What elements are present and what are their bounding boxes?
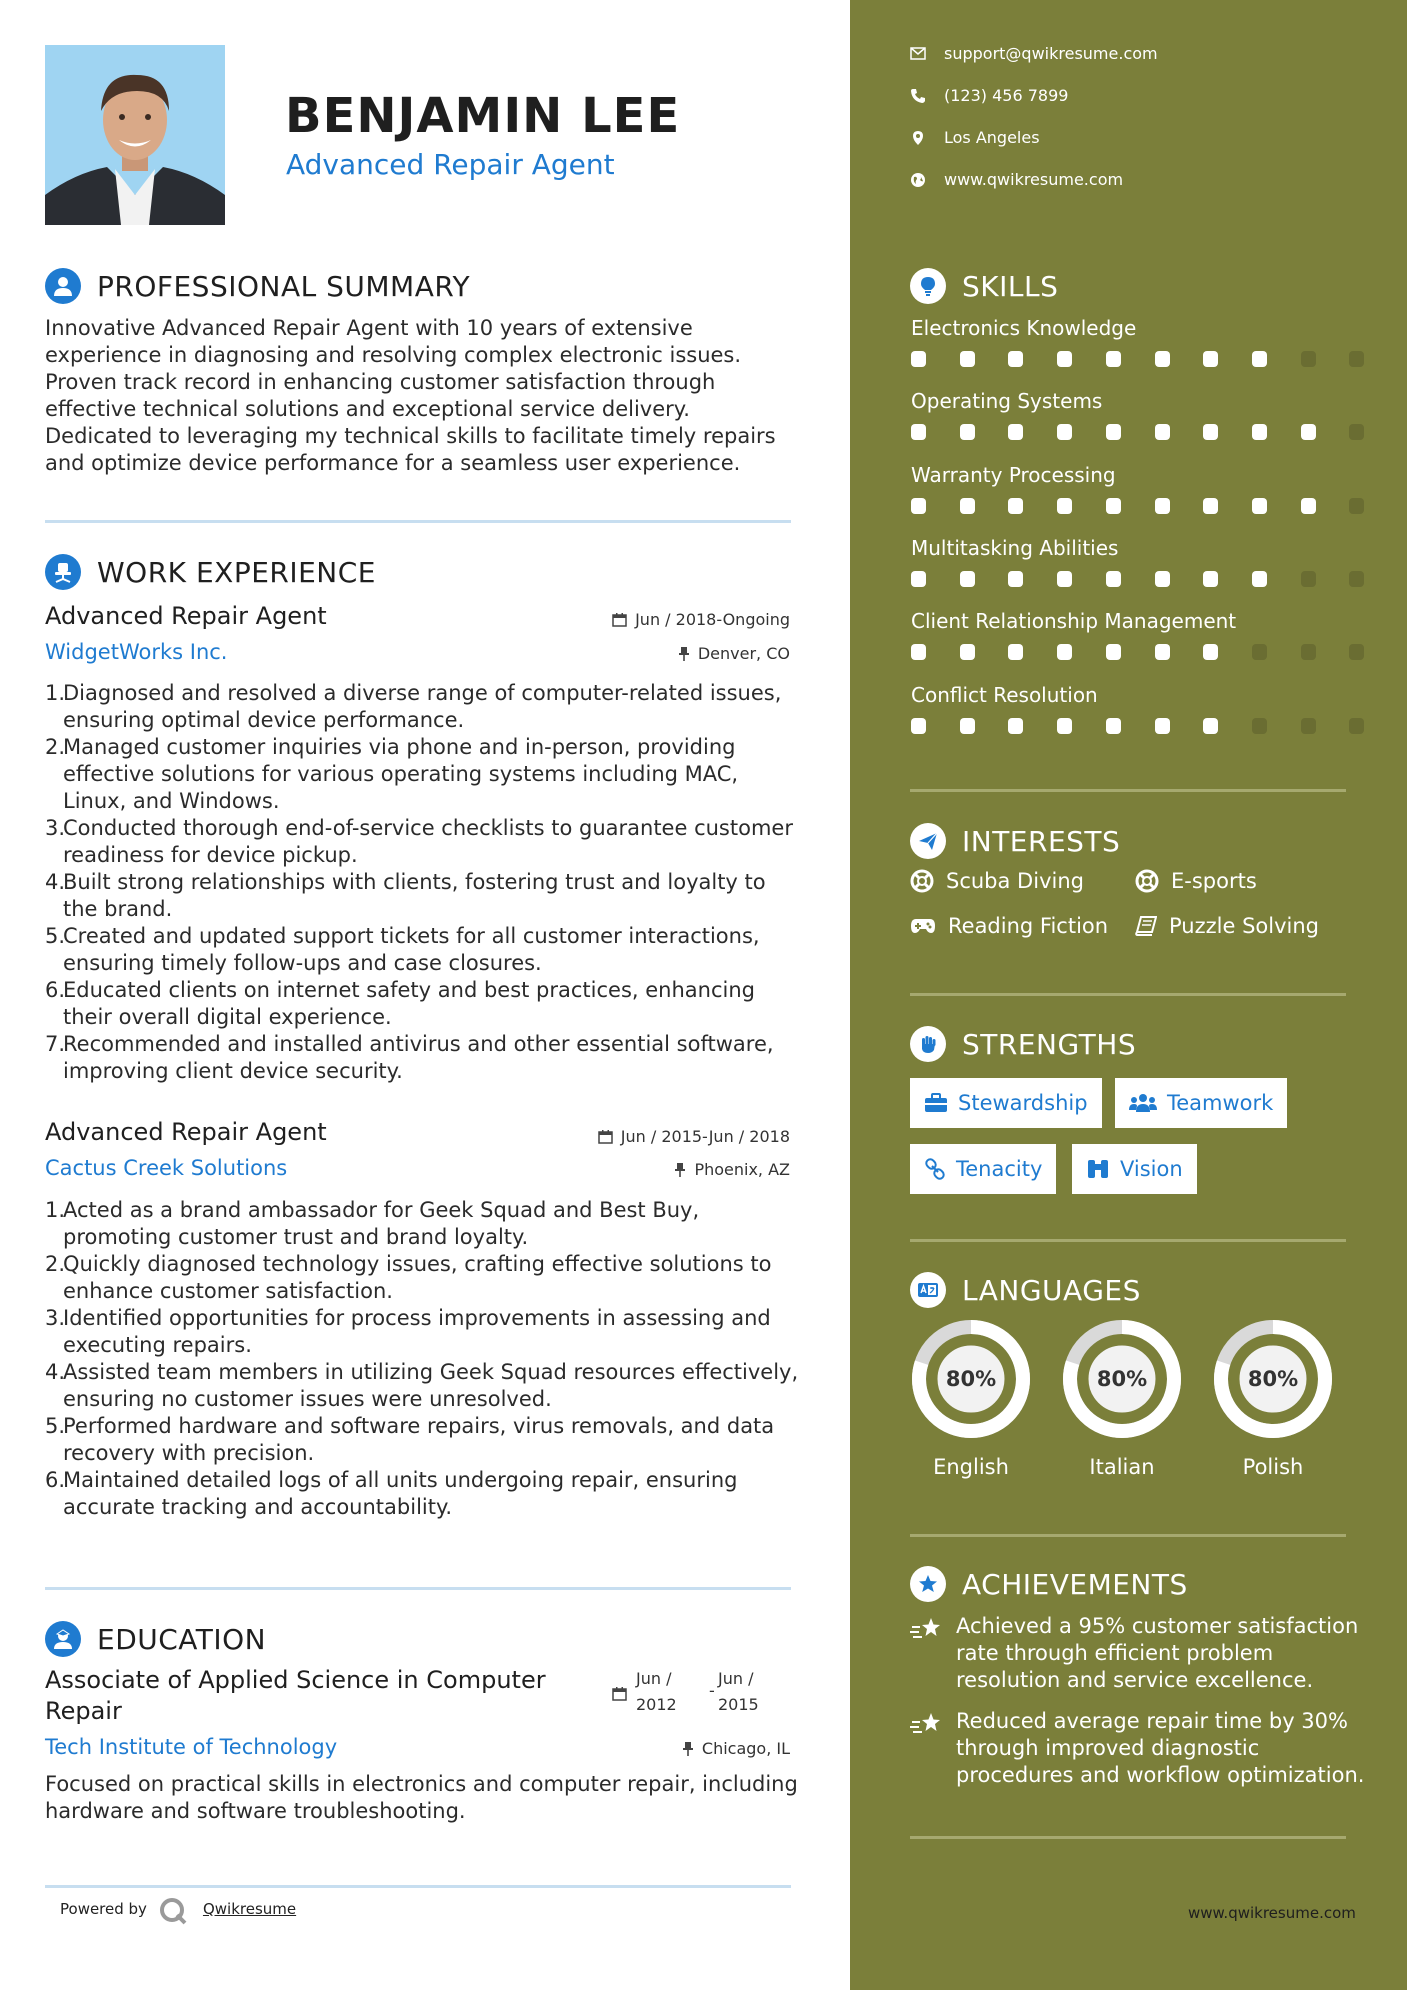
section-divider <box>910 1534 1346 1537</box>
work-section-header <box>45 554 376 590</box>
section-divider <box>910 993 1346 996</box>
rating-dot-filled <box>1155 498 1170 514</box>
job-1-bullets <box>45 680 805 1085</box>
interest-item <box>910 914 1108 938</box>
rating-dot-filled <box>1057 424 1072 440</box>
rating-dot-empty <box>1349 424 1364 440</box>
binoculars-icon <box>1086 1158 1110 1180</box>
contact-location <box>910 128 1040 147</box>
rating-dot-filled <box>1252 424 1267 440</box>
interest-item <box>910 869 1084 893</box>
rating-dot-filled <box>1155 644 1170 660</box>
paper-plane-icon <box>910 823 946 859</box>
briefcase-icon <box>924 1093 948 1113</box>
language-percent: 80% <box>1096 1367 1148 1391</box>
rating-dot-empty <box>1301 351 1316 367</box>
rating-dot-filled <box>911 351 926 367</box>
envelope-icon <box>910 47 926 60</box>
skill-item <box>911 609 1351 633</box>
skills-heading: SKILLS <box>962 269 1059 303</box>
rating-dot-filled <box>1203 424 1218 440</box>
contact-website <box>910 170 1123 189</box>
rating-dot-filled <box>1203 351 1218 367</box>
rating-dot-filled <box>1106 644 1121 660</box>
rating-dot-filled <box>1106 498 1121 514</box>
interest-label: Reading Fiction <box>948 914 1109 938</box>
education-start: Jun / 2012 <box>636 1669 677 1714</box>
rating-dot-filled <box>911 644 926 660</box>
language-percent: 80% <box>945 1367 997 1391</box>
skill-item <box>911 683 1351 707</box>
contact-email <box>910 44 1158 63</box>
rating-dot-filled <box>1203 718 1218 734</box>
shooting-star-icon <box>910 1710 944 1738</box>
rating-dot-filled <box>911 571 926 587</box>
job-2-date <box>598 1127 790 1146</box>
rating-dot-empty <box>1349 718 1364 734</box>
skill-item <box>911 463 1351 487</box>
globe-icon <box>910 172 926 188</box>
rating-dot-filled <box>960 498 975 514</box>
languages-section-header <box>910 1272 1141 1308</box>
job-2-location-text: Phoenix, AZ <box>694 1160 790 1179</box>
language-progress-ring <box>909 1317 1033 1441</box>
education-description: Focused on practical skills in electronics and computer repair, including hardware and software troubleshooting. <box>45 1772 798 1823</box>
rating-dot-filled <box>960 644 975 660</box>
skill-name: Operating Systems <box>911 389 1103 413</box>
rating-dot-filled <box>1106 718 1121 734</box>
strengths-section-header <box>910 1026 1136 1062</box>
pin-icon <box>678 646 690 661</box>
language-progress-ring <box>1211 1317 1335 1441</box>
language-percent: 80% <box>1247 1367 1299 1391</box>
rating-dot-filled <box>1301 498 1316 514</box>
rating-dot-empty <box>1301 644 1316 660</box>
strength-label: Vision <box>1120 1157 1183 1181</box>
rating-dot-filled <box>1057 571 1072 587</box>
job-2-title: Advanced Repair Agent <box>45 1118 327 1146</box>
rating-dot-empty <box>1301 571 1316 587</box>
job-1-date <box>612 610 790 629</box>
rating-dot-filled <box>1008 644 1023 660</box>
fist-icon <box>910 1026 946 1062</box>
education-school: Tech Institute of Technology <box>45 1735 338 1759</box>
rating-dot-empty <box>1301 718 1316 734</box>
rating-dot-filled <box>1155 718 1170 734</box>
skill-name: Electronics Knowledge <box>911 316 1137 340</box>
skill-name: Conflict Resolution <box>911 683 1098 707</box>
rating-dot-filled <box>911 718 926 734</box>
education-location-text: Chicago, IL <box>701 1739 790 1758</box>
job-1-location <box>678 644 790 663</box>
graduation-cap-icon <box>45 1621 81 1657</box>
qwikresume-logo-icon <box>158 1896 188 1926</box>
job-1-company: WidgetWorks Inc. <box>45 640 228 664</box>
rating-dot-filled <box>1203 644 1218 660</box>
achievement-item <box>910 1708 1380 1789</box>
rating-dot-filled <box>1057 498 1072 514</box>
language-name: English <box>933 1455 1009 1479</box>
rating-dot-empty <box>1349 644 1364 660</box>
rating-dot-filled <box>1057 718 1072 734</box>
language-progress-ring <box>1060 1317 1184 1441</box>
powered-by <box>60 1900 296 1918</box>
skill-name: Warranty Processing <box>911 463 1116 487</box>
job-1-date-text: Jun / 2018-Ongoing <box>635 610 790 629</box>
user-icon <box>45 268 81 304</box>
skill-rating <box>911 424 1351 440</box>
skill-name: Multitasking Abilities <box>911 536 1119 560</box>
rating-dot-filled <box>1301 424 1316 440</box>
list-item: 3. Conducted thorough end-of-service checklists to guarantee customer readiness for device pickup. <box>45 816 793 867</box>
website-link[interactable]: www.qwikresume.com <box>944 170 1124 189</box>
gamepad-icon <box>910 917 936 935</box>
rating-dot-filled <box>1008 498 1023 514</box>
language-item <box>1060 1317 1184 1479</box>
interest-label: Puzzle Solving <box>1169 914 1319 938</box>
users-icon <box>1129 1093 1157 1113</box>
rating-dot-filled <box>1008 571 1023 587</box>
pin-icon <box>674 1162 686 1177</box>
rating-dot-filled <box>911 498 926 514</box>
sidebar <box>850 0 1407 1990</box>
language-name: Polish <box>1242 1455 1304 1479</box>
rating-dot-filled <box>1057 644 1072 660</box>
job-1-location-text: Denver, CO <box>697 644 790 663</box>
summary-heading: PROFESSIONAL SUMMARY <box>97 269 471 303</box>
achievement-item <box>910 1613 1380 1694</box>
skill-rating <box>911 718 1351 734</box>
achievements-heading: ACHIEVEMENTS <box>962 1567 1188 1601</box>
skill-rating <box>911 351 1351 367</box>
strength-label: Teamwork <box>1167 1091 1274 1115</box>
summary-section-header <box>45 268 470 304</box>
star-badge-icon <box>910 1566 946 1602</box>
language-item <box>909 1317 1033 1479</box>
list-item: 7. Recommended and installed antivirus and other essential software, improving client device security. <box>45 1032 774 1083</box>
education-end: Jun / 2015 <box>718 1669 759 1714</box>
contact-phone <box>910 86 1068 105</box>
job-2-date-text: Jun / 2015-Jun / 2018 <box>620 1127 790 1146</box>
book-icon <box>1135 916 1157 936</box>
rating-dot-filled <box>1155 351 1170 367</box>
achievement-text: Reduced average repair time by 30% through improved diagnostic procedures and workflow optimization. <box>956 1709 1365 1787</box>
rating-dot-empty <box>1349 351 1364 367</box>
achievements-section-header <box>910 1566 1188 1602</box>
education-location <box>682 1739 790 1758</box>
map-marker-icon <box>910 130 926 146</box>
list-item: 5. Performed hardware and software repairs, virus removals, and data recovery with precision. <box>45 1414 775 1465</box>
rating-dot-filled <box>911 424 926 440</box>
rating-dot-filled <box>1008 351 1023 367</box>
strength-label: Stewardship <box>958 1091 1088 1115</box>
qwikresume-link[interactable]: Qwikresume <box>202 1900 297 1918</box>
interest-item <box>1135 914 1319 938</box>
strength-tag <box>910 1144 1056 1194</box>
rating-dot-filled <box>1008 424 1023 440</box>
rating-dot-empty <box>1349 498 1364 514</box>
rating-dot-filled <box>1203 571 1218 587</box>
rating-dot-empty <box>1349 571 1364 587</box>
strength-tag <box>1072 1144 1197 1194</box>
skill-name: Client Relationship Management <box>911 609 1237 633</box>
pin-icon <box>682 1741 694 1756</box>
shooting-star-icon <box>910 1615 944 1643</box>
section-divider <box>45 520 791 523</box>
phone-icon <box>910 88 926 104</box>
strengths-heading: STRENGTHS <box>962 1027 1137 1061</box>
list-item: 2. Managed customer inquiries via phone and in-person, providing effective solutions for various operating systems including MAC, Linux, and Windows. <box>45 735 739 813</box>
language-name: Italian <box>1089 1455 1155 1479</box>
rating-dot-filled <box>960 424 975 440</box>
education-section-header <box>45 1621 266 1657</box>
skill-item <box>911 389 1351 413</box>
rating-dot-empty <box>1252 718 1267 734</box>
language-icon <box>910 1272 946 1308</box>
life-ring-icon <box>910 869 934 893</box>
education-date-sep: - <box>709 1681 715 1700</box>
skills-section-header <box>910 268 1058 304</box>
strength-label: Tenacity <box>956 1157 1043 1181</box>
calendar-icon <box>598 1129 613 1144</box>
list-item: 6. Educated clients on internet safety and best practices, enhancing their overall digital experience. <box>45 978 755 1029</box>
rating-dot-filled <box>1057 351 1072 367</box>
powered-by-label: Powered by <box>60 1900 147 1918</box>
interest-label: E-sports <box>1171 869 1257 893</box>
achievement-text: Achieved a 95% customer satisfaction rate through efficient problem resolution and service excellence. <box>956 1614 1359 1692</box>
list-item: 4. Assisted team members in utilizing Geek Squad resources effectively, ensuring no customer issues were unresolved. <box>45 1360 799 1411</box>
list-item: 6. Maintained detailed logs of all units undergoing repair, ensuring accurate tracking and accountability. <box>45 1468 738 1519</box>
candidate-name: BENJAMIN LEE <box>285 88 681 144</box>
rating-dot-filled <box>1106 351 1121 367</box>
job-2-location <box>674 1160 790 1179</box>
section-divider <box>910 1239 1346 1242</box>
job-2-bullets <box>45 1197 805 1521</box>
calendar-icon <box>612 1686 627 1701</box>
rating-dot-empty <box>1252 644 1267 660</box>
strength-tag <box>910 1078 1102 1128</box>
rating-dot-filled <box>960 571 975 587</box>
rating-dot-filled <box>1203 498 1218 514</box>
rating-dot-filled <box>1106 424 1121 440</box>
footer-website-link[interactable]: www.qwikresume.com <box>1188 1904 1356 1922</box>
section-divider <box>910 1836 1346 1839</box>
location-text: Los Angeles <box>944 128 1040 147</box>
list-item: 1. Diagnosed and resolved a diverse range of computer-related issues, ensuring optimal device performance. <box>45 681 782 732</box>
calendar-icon <box>612 612 627 627</box>
phone-text: (123) 456 7899 <box>944 86 1069 105</box>
skill-rating <box>911 498 1351 514</box>
languages-heading: LANGUAGES <box>962 1273 1141 1307</box>
rating-dot-filled <box>960 718 975 734</box>
job-2-company: Cactus Creek Solutions <box>45 1156 288 1180</box>
email-link[interactable]: support@qwikresume.com <box>944 44 1158 63</box>
list-item: 1. Acted as a brand ambassador for Geek Squad and Best Buy, promoting customer trust and brand loyalty. <box>45 1198 700 1249</box>
section-divider <box>45 1587 791 1590</box>
language-item <box>1211 1317 1335 1479</box>
education-heading: EDUCATION <box>97 1622 267 1656</box>
list-item: 5. Created and updated support tickets for all customer interactions, ensuring timely follow-ups and case closures. <box>45 924 760 975</box>
rating-dot-filled <box>960 351 975 367</box>
list-item: 4. Built strong relationships with clients, fostering trust and loyalty to the brand. <box>45 870 766 921</box>
rating-dot-filled <box>1252 351 1267 367</box>
job-1-title: Advanced Repair Agent <box>45 602 327 630</box>
skill-item <box>911 536 1351 560</box>
rating-dot-filled <box>1155 424 1170 440</box>
section-divider <box>45 1885 791 1888</box>
education-degree: Associate of Applied Science in Computer Repair <box>45 1666 546 1725</box>
rating-dot-filled <box>1252 571 1267 587</box>
work-heading: WORK EXPERIENCE <box>97 555 376 589</box>
rating-dot-filled <box>1106 571 1121 587</box>
link-icon <box>924 1158 946 1180</box>
interest-label: Scuba Diving <box>946 869 1084 893</box>
skill-item <box>911 316 1351 340</box>
interest-item <box>1135 869 1257 893</box>
interests-section-header <box>910 823 1120 859</box>
rating-dot-filled <box>1008 718 1023 734</box>
lightbulb-icon <box>910 268 946 304</box>
rating-dot-filled <box>1252 498 1267 514</box>
rating-dot-filled <box>1155 571 1170 587</box>
section-divider <box>910 789 1346 792</box>
profile-photo <box>45 45 225 225</box>
candidate-title: Advanced Repair Agent <box>286 148 615 181</box>
skill-rating <box>911 644 1351 660</box>
interests-heading: INTERESTS <box>962 824 1121 858</box>
life-ring-icon <box>1135 869 1159 893</box>
summary-text: Innovative Advanced Repair Agent with 10 years of extensive experience in diagnosing and resolving complex electronic issues. Proven track record in enhancing customer satisfaction through effective technical solutions and exceptional service delivery. Dedicated to leveraging my technical skills to facilitate timely repairs and optimize device performance for a seamless user experience. <box>45 316 776 475</box>
skill-rating <box>911 571 1351 587</box>
strength-tag <box>1115 1078 1287 1128</box>
list-item: 2. Quickly diagnosed technology issues, crafting effective solutions to enhance customer satisfaction. <box>45 1252 772 1303</box>
office-chair-icon <box>45 554 81 590</box>
list-item: 3. Identified opportunities for process improvements in assessing and executing repairs. <box>45 1306 771 1357</box>
